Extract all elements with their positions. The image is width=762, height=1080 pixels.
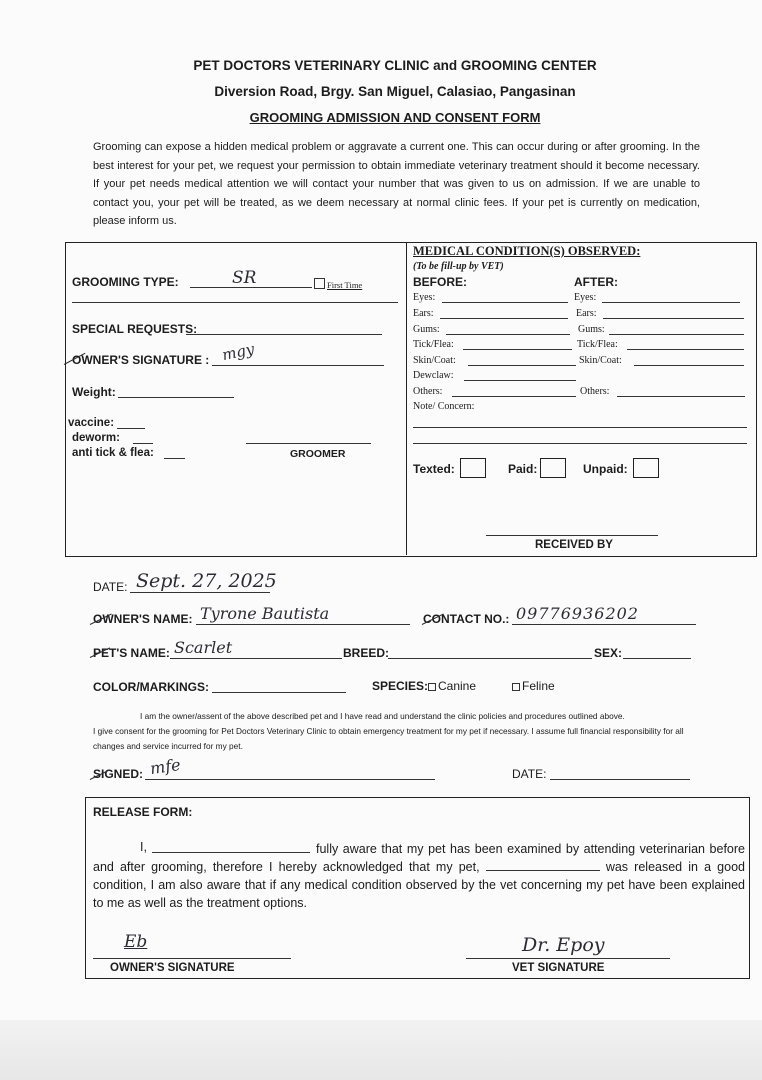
received-by-label: RECEIVED BY — [535, 539, 613, 551]
before-dewclaw-line — [464, 380, 576, 381]
groomer-label: GROOMER — [290, 448, 346, 460]
first-time-label: First Time — [327, 280, 363, 290]
contact-value[interactable]: 09776936202 — [516, 604, 639, 623]
pet-name-value[interactable]: Scarlet — [174, 638, 233, 657]
medical-subtitle: (To be fill-up by VET) — [413, 261, 504, 272]
owner-name-label: OWNER'S NAME: — [93, 612, 193, 626]
before-gums-line — [446, 334, 570, 335]
after-gums: Gums: — [578, 324, 605, 335]
special-requests-label: SPECIAL REQUESTS: — [72, 322, 198, 336]
release-owner-signature-label: OWNER'S SIGNATURE — [110, 962, 235, 974]
before-others-line — [452, 396, 576, 397]
note-line-2 — [413, 443, 747, 444]
contact-label: CONTACT NO.: — [423, 612, 510, 626]
breed-line — [388, 658, 592, 659]
vet-signature-line — [466, 958, 670, 959]
after-ears-line — [603, 318, 744, 319]
tick-flea-line — [164, 458, 185, 459]
consent-line-1: I am the owner/assent of the above described pet and I have read and understand the clinic policies and procedures outlined above. — [140, 711, 625, 721]
feline-label: Feline — [522, 679, 555, 693]
release-text-1 — [93, 840, 745, 912]
after-tick-flea-line — [627, 349, 744, 350]
special-requests-line — [186, 334, 382, 335]
pet-name-label: PET'S NAME: — [93, 646, 170, 660]
owner-signature-line — [212, 365, 384, 366]
before-others: Others: — [413, 386, 443, 397]
paid-label: Paid: — [508, 462, 538, 476]
unpaid-box[interactable] — [633, 458, 659, 478]
before-ears-line — [440, 318, 568, 319]
consent-date-line — [550, 779, 690, 780]
breed-label: BREED: — [343, 646, 390, 660]
tick-flea-label: anti tick & flea: — [72, 447, 154, 459]
owner-name-value[interactable]: Tyrone Bautista — [200, 604, 330, 623]
sex-line — [623, 658, 691, 659]
after-label: AFTER: — [574, 275, 618, 289]
owner-signature-value[interactable]: mgy — [220, 339, 256, 365]
after-ears: Ears: — [576, 308, 597, 319]
release-pet-line[interactable] — [486, 859, 600, 871]
form-title: GROOMING ADMISSION AND CONSENT FORM — [249, 110, 541, 125]
grooming-box — [65, 242, 757, 557]
first-time-checkbox[interactable] — [314, 278, 325, 289]
canine-option[interactable] — [428, 679, 476, 693]
scan-shadow — [0, 1020, 762, 1080]
first-time-option[interactable] — [314, 278, 362, 290]
after-skin-coat-line — [634, 365, 744, 366]
grooming-type-value[interactable]: SR — [232, 268, 257, 288]
after-gums-line — [609, 334, 744, 335]
after-eyes: Eyes: — [574, 292, 597, 303]
after-others-line — [617, 396, 745, 397]
feline-option[interactable] — [512, 679, 555, 693]
before-dewclaw: Dewclaw: — [413, 370, 454, 381]
after-skin-coat: Skin/Coat: — [579, 355, 622, 366]
before-label: BEFORE: — [413, 275, 467, 289]
canine-label: Canine — [438, 679, 477, 693]
vet-signature-label: VET SIGNATURE — [512, 962, 605, 974]
before-eyes-line — [442, 302, 568, 303]
clinic-name: PET DOCTORS VETERINARY CLINIC and GROOMING CENTER — [193, 58, 597, 73]
note-concern-label: Note/ Concern: — [413, 401, 475, 412]
weight-line — [118, 397, 234, 398]
date-label: DATE: — [93, 580, 128, 594]
clinic-address: Diversion Road, Brgy. San Miguel, Calasiao, Pangasinan — [214, 84, 576, 99]
weight-label: Weight: — [72, 385, 116, 399]
deworm-label: deworm: — [72, 432, 120, 444]
pet-name-line — [170, 658, 342, 659]
sex-label: SEX: — [594, 646, 623, 660]
release-title: RELEASE FORM: — [93, 805, 193, 819]
after-tick-flea: Tick/Flea: — [577, 339, 618, 350]
signed-value[interactable]: mfe — [148, 754, 182, 779]
before-eyes: Eyes: — [413, 292, 436, 303]
release-text-part1: fully aware that my pet has been examined by attending veterinarian before and after grooming, therefore I hereby acknowledged that my pet, — [93, 842, 745, 874]
intro-paragraph: Grooming can expose a hidden medical problem or aggravate a current one. This can occur during or after grooming. In the best interest for your pet, we request your permission to obtain immediate veterinary treatment should it become necessary. If your pet needs medical attention we will contact your number that was given to us on admission. If we are unable to contact you, your pet will be treated, as we deem necessary at normal clinic fees. If your pet is currently on medication, please inform us. — [93, 141, 700, 227]
before-gums: Gums: — [413, 324, 440, 335]
color-markings-line — [212, 692, 346, 693]
release-i-label: I, — [140, 840, 147, 854]
before-tick-flea: Tick/Flea: — [413, 339, 454, 350]
texted-label: Texted: — [413, 462, 455, 476]
texted-box[interactable] — [460, 458, 486, 478]
consent-line-2: I give consent for the grooming for Pet Doctors Veterinary Clinic to obtain emergency treatment for my pet if necessary. I assume full financial responsibility for all changes and service incurred for my pet. — [93, 726, 684, 751]
vaccine-label: vaccine: — [68, 417, 115, 429]
date-value[interactable]: Sept. 27, 2025 — [136, 570, 277, 592]
medical-title: MEDICAL CONDITION(S) OBSERVED: — [413, 244, 641, 258]
species-label: SPECIES: — [372, 679, 429, 693]
before-tick-flea-line — [463, 349, 572, 350]
after-others: Others: — [580, 386, 610, 397]
consent-date-label: DATE: — [512, 767, 547, 781]
before-skin-coat: Skin/Coat: — [413, 355, 456, 366]
grooming-box-divider — [406, 243, 407, 555]
after-eyes-line — [602, 302, 740, 303]
received-by-line — [486, 535, 658, 536]
canine-checkbox[interactable] — [428, 683, 436, 691]
vet-signature-value[interactable]: Dr. Epoy — [522, 934, 605, 956]
vaccine-line — [117, 428, 145, 429]
color-markings-label: COLOR/MARKINGS: — [93, 680, 209, 694]
deworm-line — [133, 443, 153, 444]
paid-box[interactable] — [540, 458, 566, 478]
before-skin-coat-line — [468, 365, 576, 366]
release-text-part2: was released in a good condition, I am also aware that if any medical condition observed by the vet concerning my pet have been explained to me as well as the treatment options. — [93, 860, 745, 910]
owner-signature-line-release — [93, 958, 291, 959]
unpaid-label: Unpaid: — [583, 462, 628, 476]
date-line — [130, 592, 270, 593]
release-owner-signature-value[interactable]: Eb — [124, 932, 148, 952]
groomer-line — [246, 443, 371, 444]
owner-name-line — [196, 624, 410, 625]
feline-checkbox[interactable] — [512, 683, 520, 691]
signed-label: SIGNED: — [93, 767, 144, 781]
signed-line — [145, 779, 435, 780]
owner-signature-label: OWNER'S SIGNATURE : — [72, 353, 210, 367]
note-line-1 — [413, 427, 747, 428]
grooming-type-label: GROOMING TYPE: — [72, 275, 179, 289]
grooming-type-line-2 — [72, 302, 398, 303]
contact-line — [512, 624, 696, 625]
before-ears: Ears: — [413, 308, 434, 319]
